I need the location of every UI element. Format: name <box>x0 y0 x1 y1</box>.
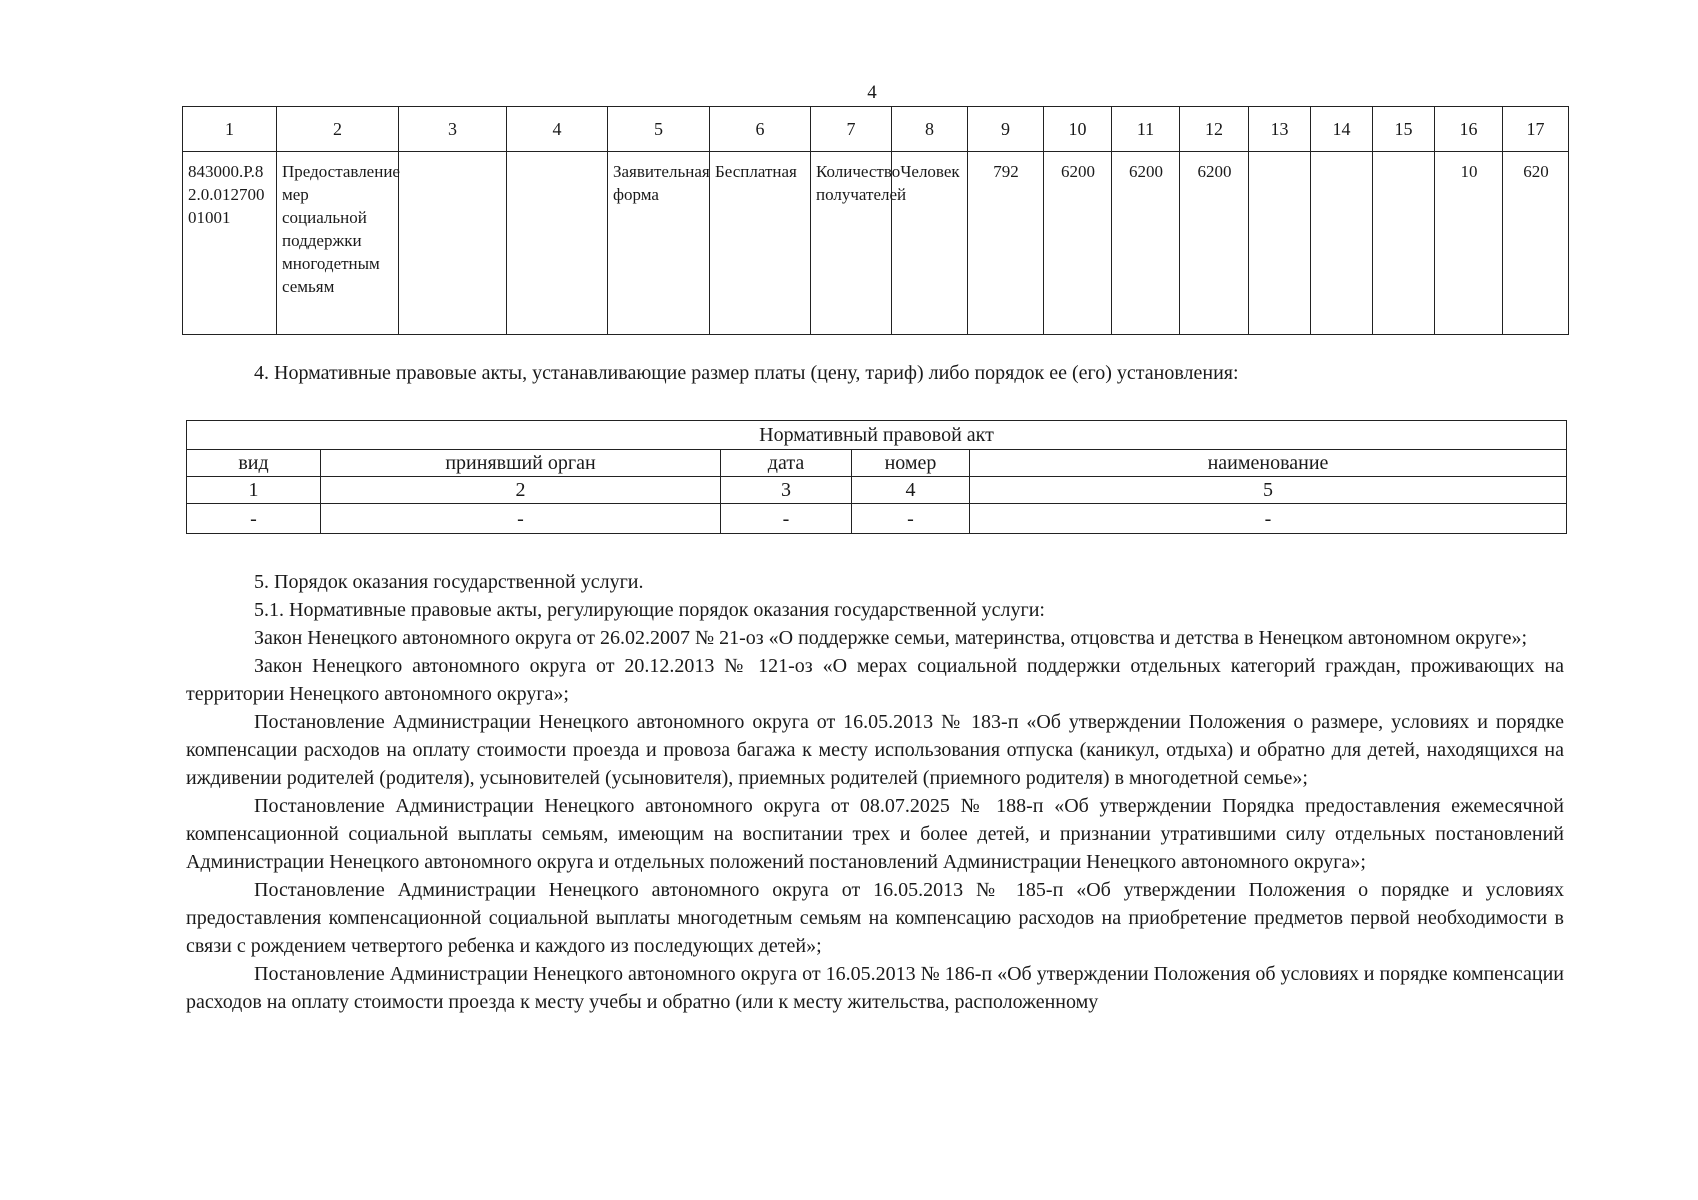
column-number: 4 <box>852 477 970 504</box>
column-number: 1 <box>183 107 277 152</box>
unit-cell: Человек <box>892 152 968 335</box>
table-row <box>183 152 1569 335</box>
legal-acts-table <box>186 420 1567 534</box>
column-number: 1 <box>187 477 321 504</box>
table-header-row <box>187 450 1567 477</box>
table-caption-row <box>187 421 1567 450</box>
header-cell: принявший орган <box>321 450 721 477</box>
empty-cell <box>507 152 608 335</box>
service-name-cell: Предоставление мер социальной поддержки многодетным семьям <box>277 152 399 335</box>
data-cell: - <box>721 504 852 534</box>
column-number: 9 <box>968 107 1044 152</box>
column-number: 15 <box>1373 107 1435 152</box>
value-cell: 6200 <box>1112 152 1180 335</box>
section-4-title: 4. Нормативные правовые акты, устанавливающие размер платы (цену, тариф) либо порядок ее (его) установления: <box>254 362 1239 384</box>
table-caption: Нормативный правовой акт <box>187 421 1567 450</box>
header-cell: наименование <box>970 450 1567 477</box>
column-number: 2 <box>321 477 721 504</box>
data-cell: - <box>321 504 721 534</box>
table-header-row <box>183 107 1569 152</box>
legal-act-paragraph: Постановление Администрации Ненецкого автономного округа от 16.05.2013 № 185-п «Об утверждении Положения о порядке и условиях предоставления компенсационной социальной выплаты многодетным семьям на компенсацию расходов на приобретение предметов первой необходимости в связи с рождением четвертого ребенка и каждого из последующих детей»; <box>186 879 1564 957</box>
legal-act-paragraph: Закон Ненецкого автономного округа от 26.02.2007 № 21-оз «О поддержке семьи, материнства, отцовства и детства в Ненецком автономном округе»; <box>254 627 1528 649</box>
legal-act-paragraph: Постановление Администрации Ненецкого автономного округа от 08.07.2025 № 188-п «Об утверждении Порядка предоставления ежемесячной компенсационной социальной выплаты семьям, имеющим на воспитании трех и более детей, и признании утратившими силу отдельных постановлений Администрации Ненецкого автономного округа и отдельных положений постановлений Администрации Ненецкого автономного округа»; <box>186 795 1564 873</box>
column-number: 11 <box>1112 107 1180 152</box>
data-cell: - <box>852 504 970 534</box>
empty-cell <box>399 152 507 335</box>
column-number: 12 <box>1180 107 1249 152</box>
indicator-name-cell: Количество получателей <box>811 152 892 335</box>
legal-act-paragraph: Постановление Администрации Ненецкого автономного округа от 16.05.2013 № 183-п «Об утверждении Положения о размере, условиях и порядке компенсации расходов на оплату стоимости проезда и провоза багажа к месту использования отпуска (каникул, отдыха) и обратно для детей, находящихся на иждивении родителей (родителя), усыновителей (усыновителя), приемных родителей (приемного родителя) в многодетной семье»; <box>186 711 1564 789</box>
column-number: 5 <box>970 477 1567 504</box>
column-number: 5 <box>608 107 710 152</box>
empty-cell <box>1373 152 1435 335</box>
section-5-title: 5. Порядок оказания государственной услуги. <box>254 571 644 593</box>
header-cell: дата <box>721 450 852 477</box>
value-cell: 6200 <box>1044 152 1112 335</box>
column-number: 17 <box>1503 107 1569 152</box>
service-indicators-table <box>182 106 1569 335</box>
page-number: 4 <box>867 82 877 103</box>
okei-code-cell: 792 <box>968 152 1044 335</box>
table-row <box>187 504 1567 534</box>
payment-cell: Бесплатная <box>710 152 811 335</box>
column-number: 3 <box>399 107 507 152</box>
registry-code-cell: 843000.Р.82.0.01270001001 <box>183 152 277 335</box>
form-cell: Заявительная форма <box>608 152 710 335</box>
column-number: 16 <box>1435 107 1503 152</box>
column-number: 6 <box>710 107 811 152</box>
table-number-row <box>187 477 1567 504</box>
data-cell: - <box>970 504 1567 534</box>
section-5-body <box>186 568 1564 1016</box>
column-number: 3 <box>721 477 852 504</box>
legal-act-paragraph: Постановление Администрации Ненецкого автономного округа от 16.05.2013 № 186-п «Об утверждении Положения об условиях и порядке компенсации расходов на оплату стоимости проезда к месту учебы и обратно (или к месту жительства, расположенному <box>186 963 1564 1013</box>
column-number: 14 <box>1311 107 1373 152</box>
deviation-percent-cell: 10 <box>1435 152 1503 335</box>
column-number: 2 <box>277 107 399 152</box>
deviation-value-cell: 620 <box>1503 152 1569 335</box>
data-cell: - <box>187 504 321 534</box>
column-number: 13 <box>1249 107 1311 152</box>
empty-cell <box>1249 152 1311 335</box>
section-5-1-title: 5.1. Нормативные правовые акты, регулирующие порядок оказания государственной услуги: <box>254 599 1045 621</box>
column-number: 4 <box>507 107 608 152</box>
header-cell: номер <box>852 450 970 477</box>
column-number: 8 <box>892 107 968 152</box>
legal-act-paragraph: Закон Ненецкого автономного округа от 20.12.2013 № 121-оз «О мерах социальной поддержки отдельных категорий граждан, проживающих на территории Ненецкого автономного округа»; <box>186 655 1564 705</box>
column-number: 10 <box>1044 107 1112 152</box>
header-cell: вид <box>187 450 321 477</box>
value-cell: 6200 <box>1180 152 1249 335</box>
empty-cell <box>1311 152 1373 335</box>
column-number: 7 <box>811 107 892 152</box>
